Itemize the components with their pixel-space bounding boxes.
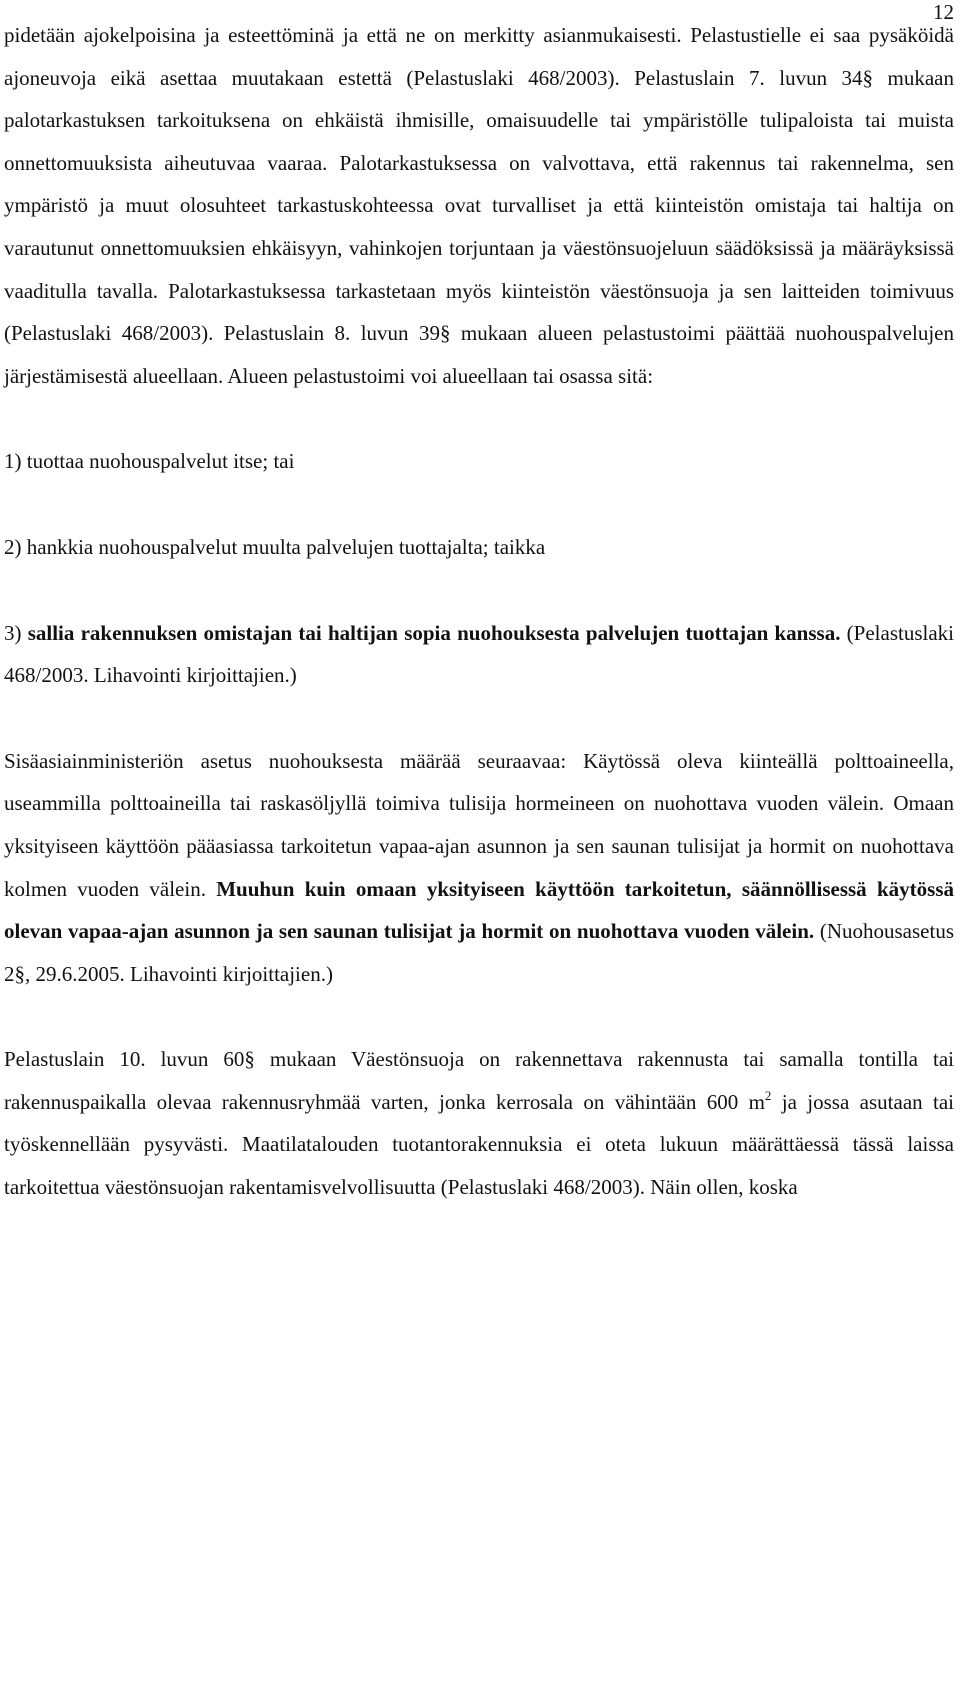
document-body	[4, 14, 954, 1209]
text-segment: 1) tuottaa nuohouspalvelut itse; tai	[4, 449, 295, 474]
paragraph-gap	[4, 483, 954, 526]
paragraph-chimney-sweeping-decree	[4, 740, 954, 996]
paragraph-gap	[4, 569, 954, 612]
list-item-option-3	[4, 612, 954, 697]
bold-emphasis: sallia rakennuksen omistajan tai haltijan sopia nuohouksesta palvelujen tuottajan kanssa.	[27, 620, 841, 645]
paragraph-rescue-inspection	[4, 14, 954, 397]
paragraph-gap	[4, 995, 954, 1038]
text-segment: pidetään ajokelpoisina ja esteettöminä ja että ne on merkitty asianmukaisesti. Pelastustielle ei saa pysäköidä ajoneuvoja eikä asettaa muutakaan estettä (Pelastuslaki 468/2003). Pelastuslain 7. luvun 34§ mukaan palotarkastuksen tarkoituksena on ehkäistä ihmisille, omaisuudelle tai ympäristölle tulipaloista tai muista onnettomuuksista aiheutuvaa vaaraa. Palotarkastuksessa on valvottava, että rakennus tai rakennelma, sen ympäristö ja muut olosuhteet tarkastuskohteessa ovat turvalliset ja että kiinteistön omistaja tai haltija on varautunut onnettomuuksien ehkäisyyn, vahinkojen torjuntaan ja väestönsuojeluun säädöksissä ja määräyksissä vaaditulla tavalla. Palotarkastuksessa tarkastetaan myös kiinteistön väestönsuoja ja sen laitteiden toimivuus (Pelastuslaki 468/2003). Pelastuslain 8. luvun 39§ mukaan alueen pelastustoimi päättää nuohouspalvelujen järjestämisestä alueellaan. Alueen pelastustoimi voi alueellaan tai osassa sitä:	[4, 23, 954, 388]
paragraph-gap	[4, 397, 954, 440]
list-item-option-2	[4, 526, 954, 569]
text-segment: (Nuohousasetus 2§, 29.6.2005. Lihavointi kirjoittajien.)	[4, 919, 955, 986]
text-segment: (Pelastuslaki 468/2003. Lihavointi kirjoittajien.)	[4, 620, 954, 688]
superscript: 2	[764, 1087, 772, 1103]
text-segment: ja jossa asutaan tai työskennellään pysyvästi. Maatilatalouden tuotantorakennuksia ei oteta lukuun määrättäessä tässä laissa tarkoitettua väestönsuojan rakentamisvelvollisuutta (Pelastuslaki 468/2003). Näin ollen, koska	[4, 1089, 954, 1200]
paragraph-civil-defence-shelter	[4, 1038, 954, 1208]
page-number: 12	[933, 0, 954, 24]
bold-emphasis: Muuhun kuin omaan yksityiseen käyttöön tarkoitetun, säännöllisessä käytössä olevan vapaa-ajan asunnon ja sen saunan tulisijat ja hormit on nuohottava vuoden välein.	[4, 876, 954, 944]
text-segment: 3)	[4, 620, 28, 645]
text-segment: Sisäasiainministeriön asetus nuohouksesta määrää seuraavaa: Käytössä oleva kiinteällä polttoaineella, useammilla polttoaineilla tai raskasöljyllä toimiva tulisija hormeineen on nuohottava vuoden välein. Omaan yksityiseen käyttöön pääasiassa tarkoitetun vapaa-ajan asunnon ja sen saunan tulisijat ja hormit on nuohottava kolmen vuoden välein.	[4, 748, 954, 901]
paragraph-gap	[4, 697, 954, 740]
text-segment: 2) hankkia nuohouspalvelut muulta palvelujen tuottajalta; taikka	[4, 534, 546, 559]
list-item-option-1	[4, 440, 954, 483]
text-segment: Pelastuslain 10. luvun 60§ mukaan Väestönsuoja on rakennettava rakennusta tai samalla tontilla tai rakennuspaikalla olevaa rakennusryhmää varten, jonka kerrosala on vähintään 600 m	[4, 1047, 954, 1114]
